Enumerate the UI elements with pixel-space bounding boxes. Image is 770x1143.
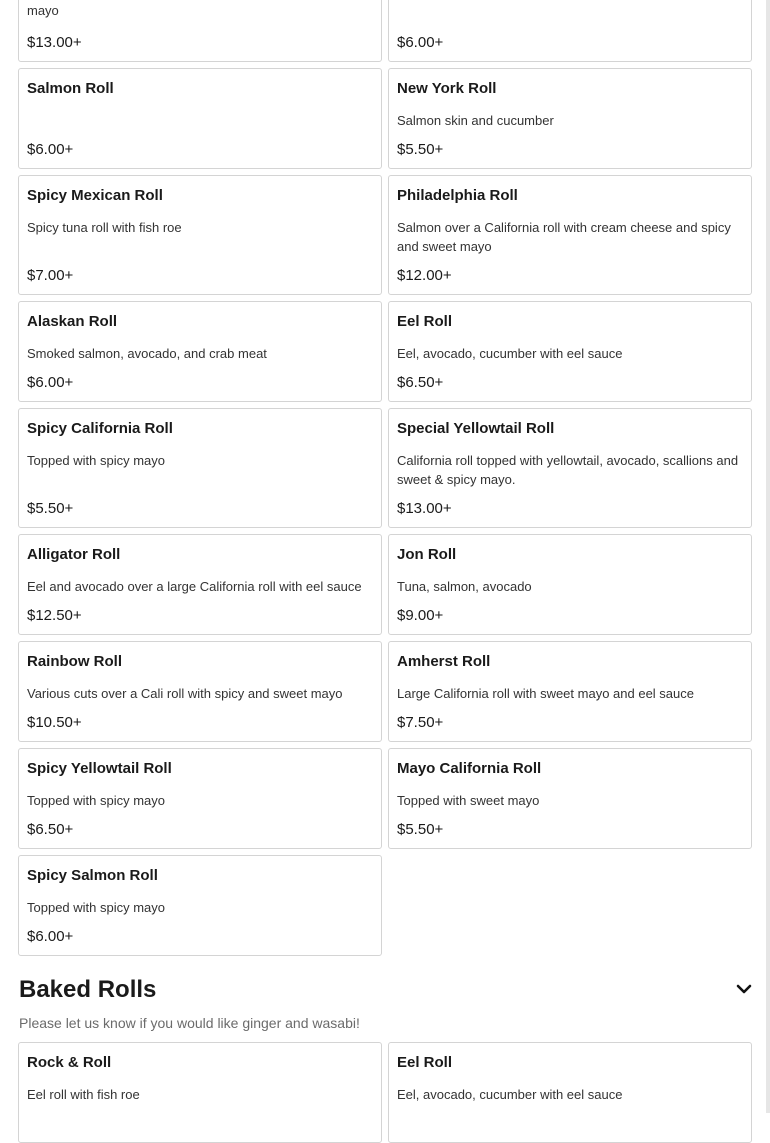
item-name: Spicy Salmon Roll xyxy=(27,867,158,884)
item-description: Spicy tuna roll with fish roe xyxy=(27,220,182,235)
item-price: $6.00+ xyxy=(27,374,74,391)
item-name: Amherst Roll xyxy=(397,653,491,670)
item-description: Topped with spicy mayo xyxy=(27,793,166,808)
item-name: Rainbow Roll xyxy=(27,653,122,670)
item-description: Topped with sweet mayo xyxy=(397,793,540,808)
collapse-section-button[interactable] xyxy=(733,978,755,1000)
section-title: Baked Rolls xyxy=(19,976,157,1003)
menu-item-card[interactable] xyxy=(388,748,752,849)
item-price: $6.00+ xyxy=(27,928,74,945)
item-description: Large California roll with sweet mayo and eel sauce xyxy=(397,686,694,701)
section-note: Please let us know if you would like ginger and wasabi! xyxy=(19,1015,360,1031)
item-name: Spicy Yellowtail Roll xyxy=(27,760,172,777)
item-description: Eel and avocado over a large California roll with eel sauce xyxy=(27,579,362,594)
item-price: $6.00+ xyxy=(397,34,444,51)
menu-item-card[interactable] xyxy=(18,855,382,956)
item-name: Spicy California Roll xyxy=(27,420,173,437)
item-description: Various cuts over a Cali roll with spicy and sweet mayo xyxy=(27,686,343,701)
item-price: $12.00+ xyxy=(397,267,452,284)
item-price: $7.00+ xyxy=(27,267,74,284)
item-name: Alaskan Roll xyxy=(27,313,118,330)
menu-item-card[interactable] xyxy=(388,534,752,635)
item-name: Rock & Roll xyxy=(27,1054,112,1071)
item-name: Jon Roll xyxy=(397,546,457,563)
item-name: Special Yellowtail Roll xyxy=(397,420,555,437)
menu-item-card[interactable] xyxy=(388,1042,752,1143)
item-description: Smoked salmon, avocado, and crab meat xyxy=(27,346,267,361)
item-price: $12.50+ xyxy=(27,607,82,624)
item-price: $13.00+ xyxy=(397,500,452,517)
item-description: Tuna, salmon, avocado xyxy=(397,579,532,594)
menu-item-card[interactable] xyxy=(388,175,752,295)
item-name: Alligator Roll xyxy=(27,546,121,563)
item-description: mayo xyxy=(27,3,59,18)
item-price: $5.50+ xyxy=(397,821,444,838)
menu-item-card[interactable] xyxy=(388,641,752,742)
chevron-down-icon xyxy=(736,984,752,994)
item-price: $9.00+ xyxy=(397,607,444,624)
item-name: Eel Roll xyxy=(397,1054,453,1071)
item-name: Philadelphia Roll xyxy=(397,187,518,204)
menu-item-card[interactable] xyxy=(388,408,752,528)
item-name: Eel Roll xyxy=(397,313,453,330)
item-name: Salmon Roll xyxy=(27,80,114,97)
menu-item-card[interactable] xyxy=(18,301,382,402)
menu-item-card[interactable] xyxy=(18,534,382,635)
item-description: Salmon over a California roll with cream cheese and spicy and sweet mayo xyxy=(397,220,731,254)
item-price: $5.50+ xyxy=(27,500,74,517)
menu-item-card[interactable] xyxy=(18,1042,382,1143)
menu-item-card[interactable] xyxy=(18,641,382,742)
menu-item-card[interactable] xyxy=(388,68,752,169)
scrollbar[interactable] xyxy=(766,0,770,1113)
menu-item-card[interactable] xyxy=(18,0,382,62)
menu-item-card[interactable] xyxy=(18,175,382,295)
item-description: Topped with spicy mayo xyxy=(27,453,166,468)
item-description: Eel roll with fish roe xyxy=(27,1087,140,1102)
menu-item-card[interactable] xyxy=(388,301,752,402)
menu-item-card[interactable] xyxy=(18,748,382,849)
item-description: Eel, avocado, cucumber with eel sauce xyxy=(397,1087,623,1102)
menu-item-card[interactable] xyxy=(388,0,752,62)
item-price: $6.50+ xyxy=(397,374,444,391)
menu-item-card[interactable] xyxy=(18,68,382,169)
item-description: Eel, avocado, cucumber with eel sauce xyxy=(397,346,623,361)
item-price: $10.50+ xyxy=(27,714,82,731)
item-price: $6.50+ xyxy=(27,821,74,838)
item-description: Salmon skin and cucumber xyxy=(397,113,554,128)
menu-item-card[interactable] xyxy=(18,408,382,528)
item-price: $5.50+ xyxy=(397,141,444,158)
item-name: New York Roll xyxy=(397,80,497,97)
item-name: Spicy Mexican Roll xyxy=(27,187,163,204)
item-description: California roll topped with yellowtail, avocado, scallions and sweet & spicy mayo. xyxy=(397,453,739,487)
item-price: $7.50+ xyxy=(397,714,444,731)
item-price: $13.00+ xyxy=(27,34,82,51)
item-price: $6.00+ xyxy=(27,141,74,158)
item-name: Mayo California Roll xyxy=(397,760,542,777)
item-description: Topped with spicy mayo xyxy=(27,900,166,915)
